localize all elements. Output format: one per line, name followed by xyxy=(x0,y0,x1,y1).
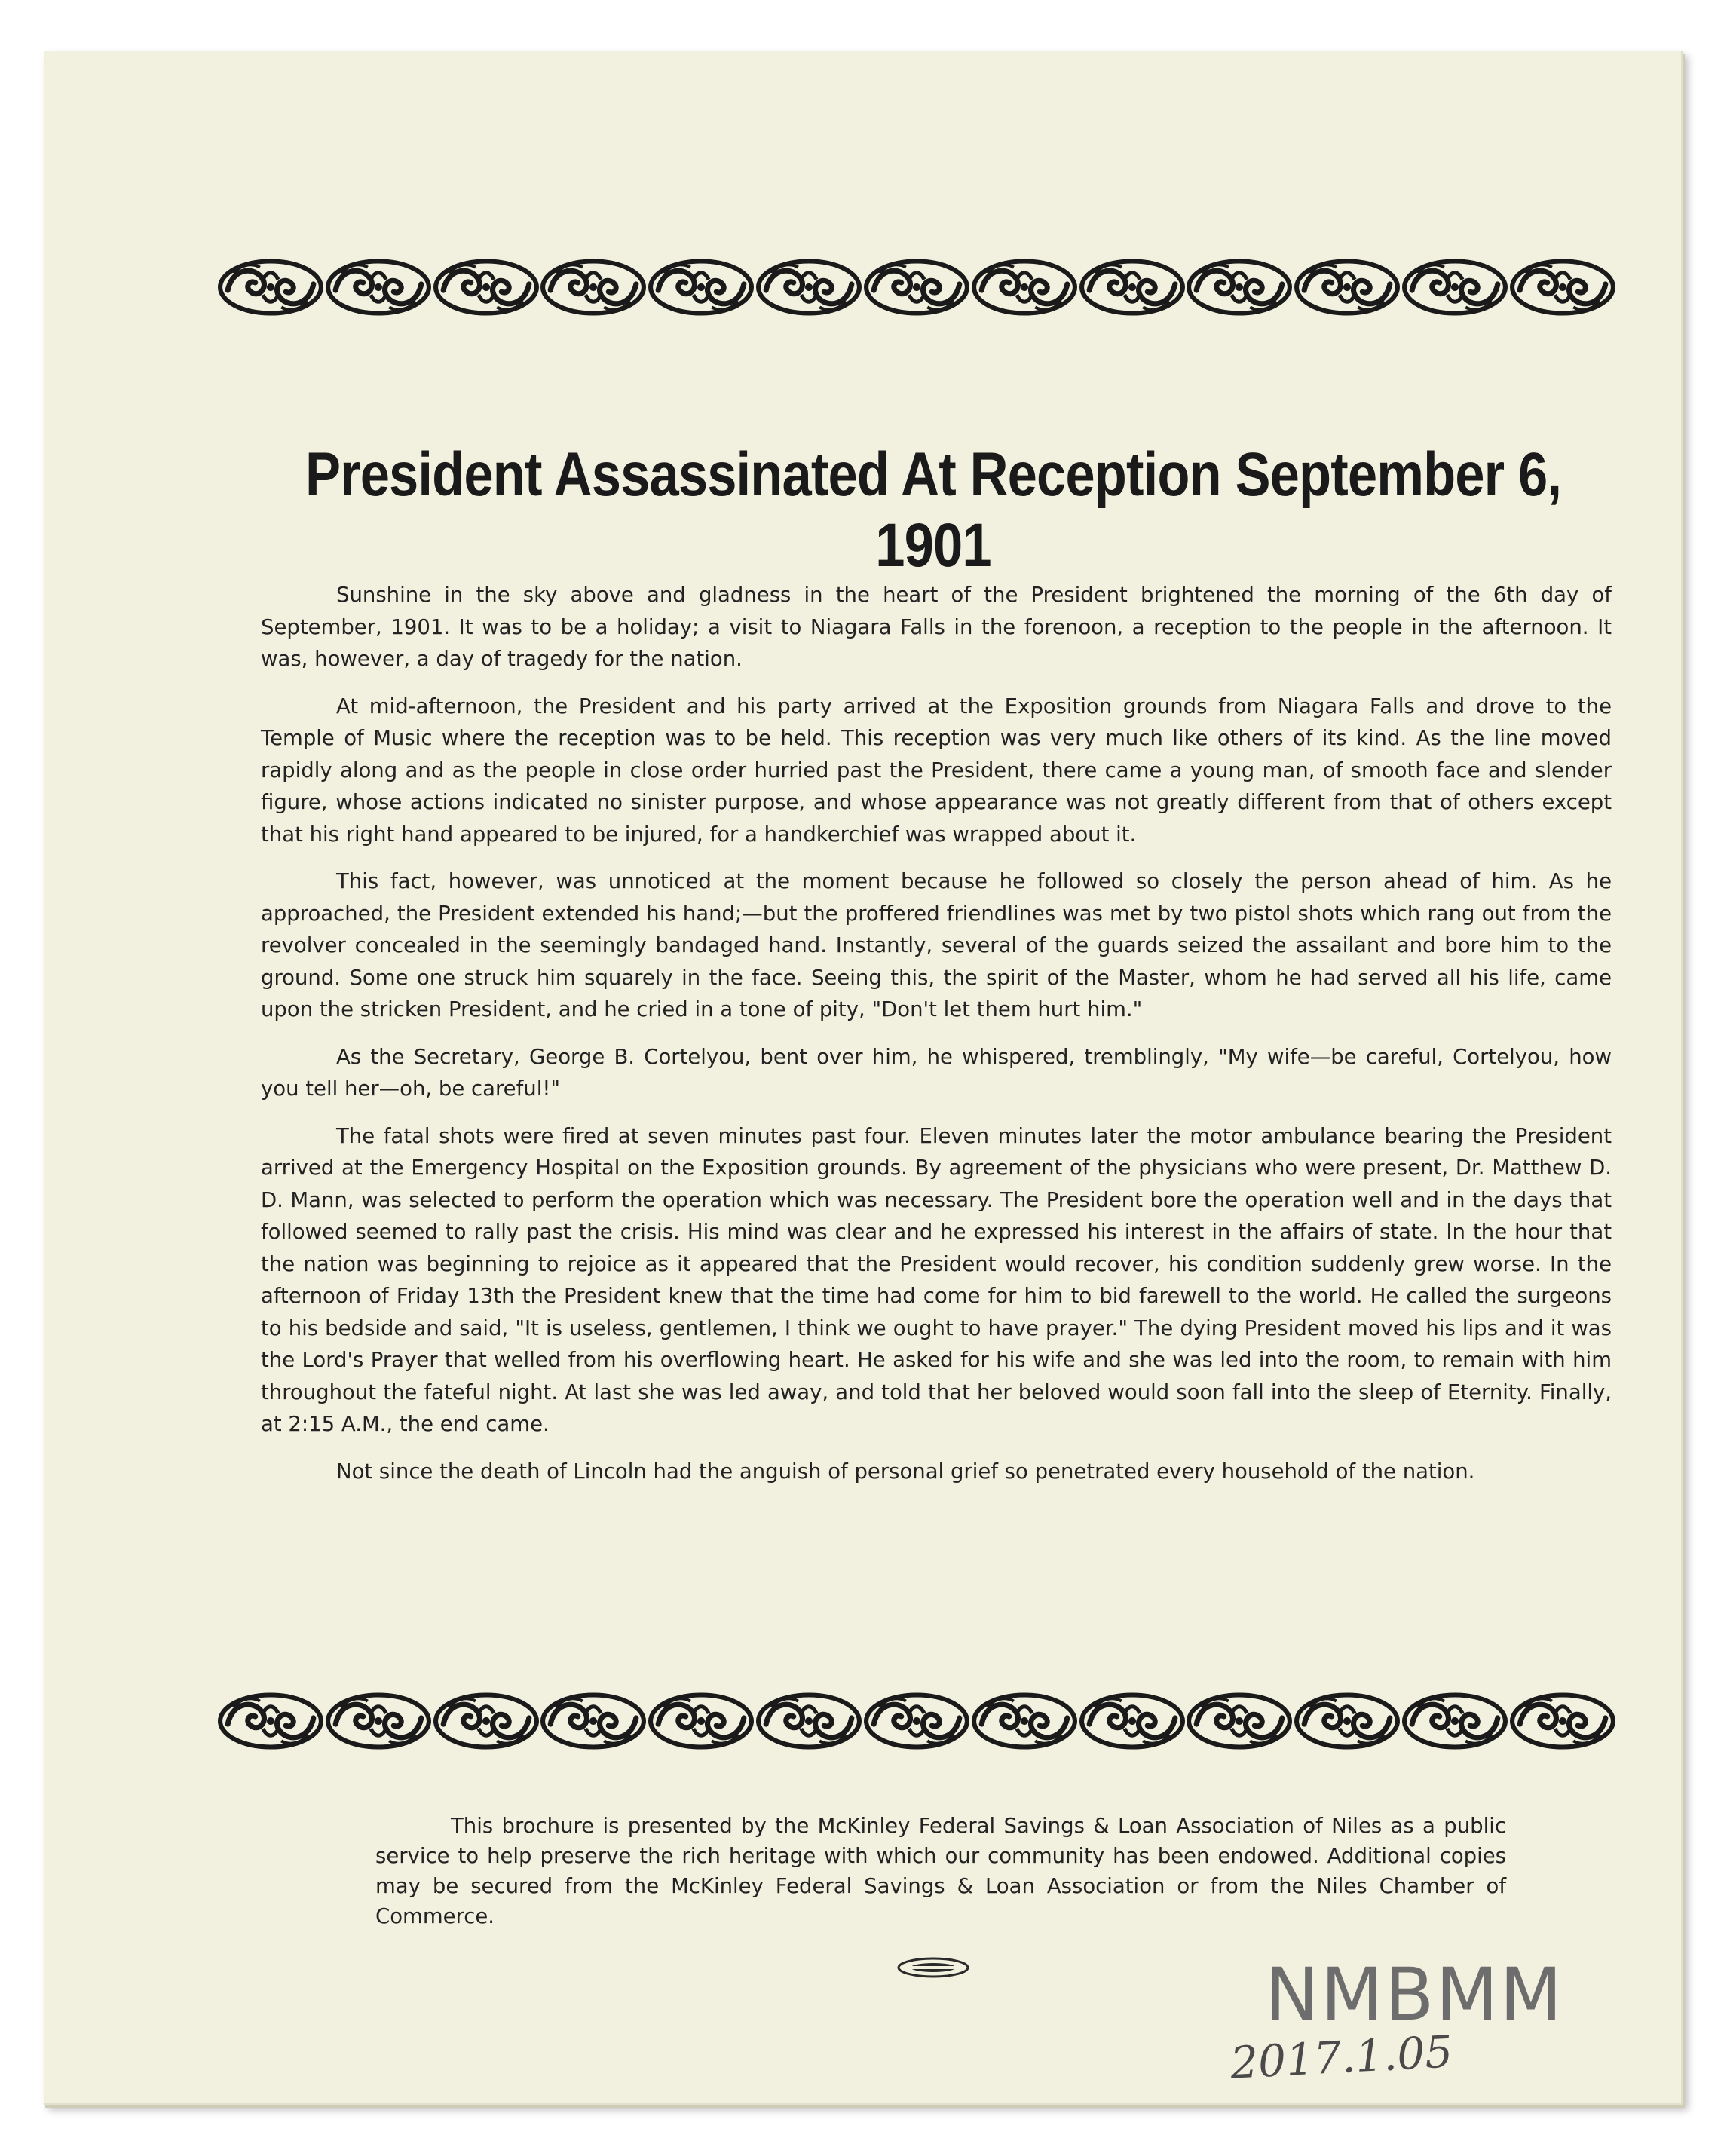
scroll-ornament-icon xyxy=(1401,256,1508,319)
scroll-ornament-icon xyxy=(1079,1689,1186,1753)
article-paragraph: This fact, however, was unnoticed at the moment because he followed so closely the person ahead of him. As he approached, the President extended his hand;—but the proffered friendlines was met by two pistol shots which rang out from the revolver concealed in the seemingly bandaged hand. Instantly, several of the guards seized the assailant and bore him to the ground. Some one struck him squarely in the face. Seeing this, the spirit of the Master, whom he had served all his life, came upon the stricken President, and he cried in a tone of pity, "Don't let them hurt him." xyxy=(261,869,1612,1021)
scroll-ornament-icon xyxy=(1401,1689,1508,1753)
scroll-ornament-icon xyxy=(863,1689,970,1753)
scroll-ornament-icon xyxy=(217,256,324,319)
scroll-ornament-icon xyxy=(1079,256,1186,319)
scroll-ornament-icon xyxy=(540,1689,647,1753)
article-paragraph: At mid-afternoon, the President and his party arrived at the Exposition grounds from Niagara Falls and drove to the Temple of Music where the reception was to be held. This reception was very much like others of its kind. As the line moved rapidly along and as the people in close order hurried past the President, there came a young man, of smooth face and slender figure, whose actions indicated no sinister purpose, and whose appearance was not greatly different from that of others except that his right hand appeared to be injured, for a handkerchief was wrapped about it. xyxy=(261,694,1612,847)
museum-stamp: NMBMM xyxy=(1265,1952,1564,2037)
scroll-ornament-icon xyxy=(433,256,540,319)
scroll-ornament-icon xyxy=(648,256,755,319)
sponsor-note: This brochure is presented by the McKinley Federal Savings & Loan Association of Niles as a public service to help preserve the rich heritage with which our community has been endowed. Additional copies may be secured from the McKinley Federal Savings & Loan Association or from the Niles Chamber of Commerce. xyxy=(375,1814,1506,1928)
scroll-ornament-icon xyxy=(325,256,432,319)
scroll-ornament-icon xyxy=(1509,1689,1616,1753)
scroll-ornament-icon xyxy=(1186,1689,1293,1753)
scroll-ornament-icon xyxy=(1186,256,1293,319)
scroll-ornament-icon xyxy=(971,1689,1078,1753)
scroll-ornament-icon xyxy=(1509,256,1616,319)
scroll-ornament-icon xyxy=(971,256,1078,319)
scroll-ornament-icon xyxy=(433,1689,540,1753)
scroll-ornament-icon xyxy=(325,1689,432,1753)
article-paragraph: The fatal shots were fired at seven minutes past four. Eleven minutes later the motor ambulance bearing the President arrived at the Emergency Hospital on the Exposition grounds. By agreement of the physicians who were present, Dr. Matthew D. D. Mann, was selected to perform the operation which was necessary. The President bore the operation well and in the days that followed seemed to rally past the crisis. His mind was clear and he expressed his interest in the affairs of state. In the hour that the nation was beginning to rejoice as it appeared that the President would recover, his condition suddenly grew worse. In the afternoon of Friday 13th the President knew that the time had come for him to bid farewell to the world. He called the surgeons to his bedside and said, "It is useless, gentlemen, I think we ought to have prayer." The dying President moved his lips and it was the Lord's Prayer that welled from his overflowing heart. He asked for his wife and she was led into the room, to remain with him throughout the fateful night. At last she was led away, and told that her beloved would soon fall into the sleep of Eternity. Finally, at 2:15 A.M., the end came. xyxy=(261,1123,1612,1436)
scroll-ornament-icon xyxy=(540,256,647,319)
article-paragraph: As the Secretary, George B. Cortelyou, bent over him, he whispered, tremblingly, "My wife—be careful, Cortelyou, how you tell her—oh, be careful!" xyxy=(261,1044,1612,1101)
headline: President Assassinated At Reception September 6, 1901 xyxy=(305,440,1562,580)
article-paragraph: Not since the death of Lincoln had the anguish of personal grief so penetrated every household of the nation. xyxy=(336,1459,1475,1484)
scroll-ornament-icon xyxy=(1294,1689,1401,1753)
top-ornament-border xyxy=(217,253,1616,321)
bottom-ornament-border xyxy=(217,1687,1616,1755)
accession-number: 2017.1.05 xyxy=(1229,2026,1454,2089)
union-printer-mark-icon xyxy=(896,1955,971,1980)
scroll-ornament-icon xyxy=(1294,256,1401,319)
scroll-ornament-icon xyxy=(217,1689,324,1753)
brochure-page xyxy=(44,51,1683,2105)
scroll-ornament-icon xyxy=(755,256,862,319)
scroll-ornament-icon xyxy=(648,1689,755,1753)
scroll-ornament-icon xyxy=(755,1689,862,1753)
article-paragraph: Sunshine in the sky above and gladness in the heart of the President brightened the morning of the 6th day of September, 1901. It was to be a holiday; a visit to Niagara Falls in the forenoon, a reception to the people in the afternoon. It was, however, a day of tragedy for the nation. xyxy=(261,583,1612,671)
article-body xyxy=(261,579,1612,1502)
scroll-ornament-icon xyxy=(863,256,970,319)
